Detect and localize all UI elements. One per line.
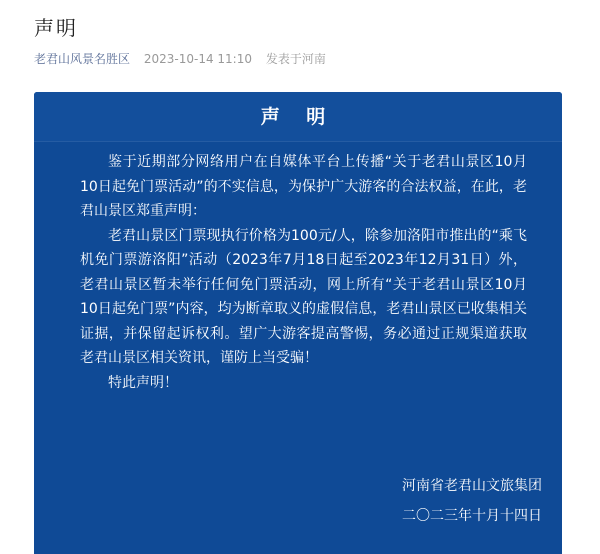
notice-signature bbox=[402, 474, 542, 534]
signature-organization: 河南省老君山文旅集团 bbox=[402, 478, 542, 494]
notice-paragraph-3: 特此声明！ bbox=[108, 374, 178, 391]
article-title: 声明 bbox=[34, 16, 78, 40]
signature-date: 二〇二三年十月十四日 bbox=[402, 508, 542, 524]
notice-header-divider bbox=[34, 141, 562, 142]
notice-image bbox=[34, 92, 562, 554]
publish-time: 2023-10-14 11:10 bbox=[143, 52, 252, 66]
notice-header bbox=[34, 92, 562, 142]
notice-paragraph-2: 老君山景区门票现执行价格为100元/人，除参加洛阳市推出的“乘飞机免门票游洛阳”活动（2023年7月18日起至2023年12月31日）外，老君山景区暂未举行任何免门票活动，网上所有“关于老君山景区10月10日起免门票”内容，均为断章取义的虚假信息，老君山景区已收集相关证据，并保留起诉权利。望广大游客提高警惕，务必通过正规渠道获取老君山景区相关资讯，谨防上当受骗！ bbox=[80, 227, 527, 366]
notice-paragraph-1: 鉴于近期部分网络用户在自媒体平台上传播“关于老君山景区10月10日起免门票活动”的不实信息，为保护广大游客的合法权益，在此，老君山景区郑重声明： bbox=[80, 154, 527, 219]
article-meta bbox=[34, 50, 326, 68]
account-name-link[interactable]: 老君山风景名胜区 bbox=[34, 52, 131, 66]
notice-heading: 声 明 bbox=[260, 106, 336, 128]
notice-body bbox=[80, 150, 527, 395]
publish-location: 发表于河南 bbox=[265, 52, 326, 66]
